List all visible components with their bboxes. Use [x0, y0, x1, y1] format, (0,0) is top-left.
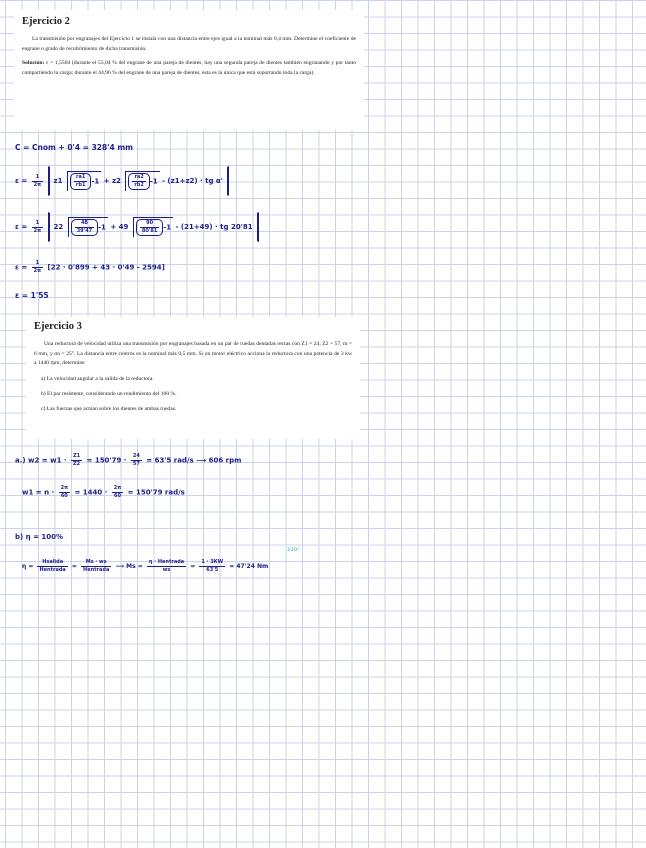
ejercicio3-title: Ejercicio 3	[34, 321, 82, 332]
ejercicio2-statement: La transmisión por engranajes del Ejercicio 1 se instala con una distancia entre ejes igual a la nominal más 0,4 mm. Determine el coeficiente de engrane o grado de recubrimiento de dicha transmisión.	[22, 36, 356, 52]
note-w1-calculation: w1 = n · $\frac{2\pi}{60}$ = 1440 · $\frac{2\pi}{60}$ = 150'79 rad/s	[22, 485, 185, 499]
note-teal-annotation: 3·10³	[287, 548, 299, 553]
note-epsilon-formula-3: ε = $\frac{1}{2\pi}$ [22 · 0'899 + 43 · 0'49 - 2594]	[15, 260, 165, 274]
ejercicio3-statement: Una reductora de velocidad utiliza una transmisión por engranajes basada en un par de ruedas dentadas rectas con Z1 = 24, Z2 = 57, m = 6 mm, y αn = 25°. La distancia entre centros es la nominal más 0,5 mm. Si un motor eléctrico acciona la reductora con una potencia de 3 kw a 1440 rpm, determine	[34, 341, 352, 367]
note-distance-line: C = Cnom + 0'4 = 328'4 mm	[15, 143, 133, 152]
ejercicio3-block	[26, 317, 360, 439]
ejercicio3-item-b: b) El par resistente, considerando un rendimiento del 100 %.	[41, 390, 177, 397]
note-a-output-speed: a.) w2 = w1 · $\frac{Z1}{Z2}$ = 150'79 · $\frac{24}{57}$ = 63'5 rad/s ⟶ 606 rpm	[15, 453, 242, 467]
ejercicio2-solution: Solución: ε = 1,5504 (durante el 55,04 % del engrane de una pareja de dientes, hay una segunda pareja de dientes también engranando y por tanto compartiendo la carga; durante el 44,96 % del engrane de una pareja de dientes, ésta es la única que está soportando toda la carga).	[22, 60, 356, 76]
ejercicio2-title: Ejercicio 2	[22, 16, 70, 27]
ejercicio2-block	[14, 10, 364, 130]
note-epsilon-result: ε = 1'55	[15, 291, 49, 300]
ejercicio3-item-c: c) Las fuerzas que actúan sobre los dientes de ambas ruedas.	[41, 405, 177, 412]
note-epsilon-formula-1: ε = $\frac{1}{2\pi}$ z1 $\frac{ra1}{rb1}$ -1 + z2 $\frac{ra2}{rb2}$ -1 - (z1+z2) · tg α'	[15, 166, 229, 196]
note-b-efficiency: b) η = 100%	[15, 533, 63, 541]
note-b-torque: η = $\frac{\text{Hsalida}}{\text{Hentrada}}$ = $\frac{Ms \cdot ws}{\text{Hentrada}}$ ⟶ Ms = $\frac{\text{η · Hentrada}}{ws}$ = $\frac{1 \cdot 3KW}{63'5}$ = 47'24 Nm	[22, 559, 269, 573]
ejercicio3-item-a: a) La velocidad angular a la salida de la reductora.	[41, 375, 154, 382]
note-epsilon-formula-2: ε = $\frac{1}{2\pi}$ 22 $\frac{48}{39'47}$ -1 + 49 $\frac{90}{80'81}$ -1 - (21+49) · tg 20'81	[15, 212, 259, 242]
